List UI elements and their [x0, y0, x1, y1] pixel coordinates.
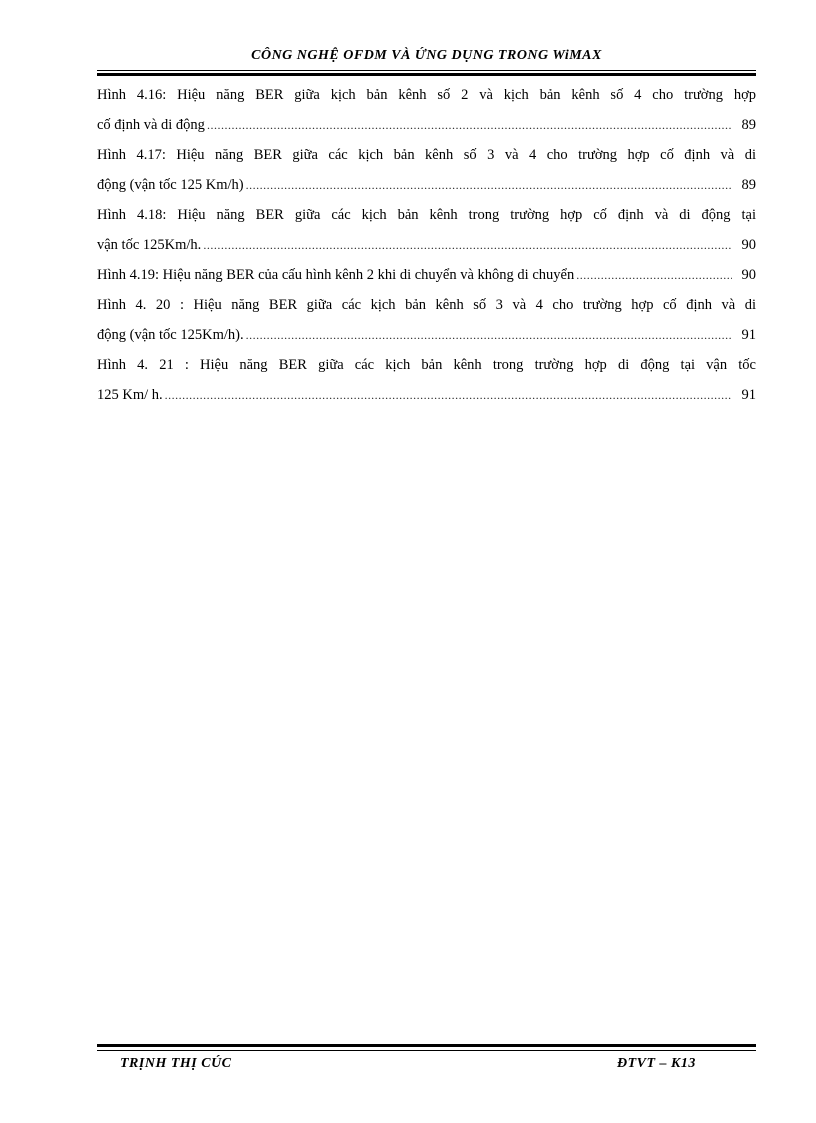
dot-leader	[203, 230, 732, 260]
figure-list	[97, 80, 756, 410]
footer-rule-thin	[97, 1050, 756, 1051]
entry-text-line: động (vận tốc 125Km/h).	[97, 327, 244, 343]
page-number: 90	[741, 237, 756, 253]
page-number: 91	[741, 327, 756, 343]
entry-text-line: Hình 4.17: Hiệu năng BER giữa các kịch bản kênh số 3 và 4 cho trường hợp cố định và di	[97, 147, 756, 163]
entry-text-line: Hình 4.19: Hiệu năng BER của cấu hình kênh 2 khi di chuyển và không di chuyển	[97, 267, 575, 283]
toc-entry-4-18[interactable]	[97, 200, 756, 260]
footer-rule-thick	[97, 1044, 756, 1047]
dot-leader	[246, 320, 732, 350]
toc-entry-4-21[interactable]	[97, 350, 756, 410]
page-header-title: CÔNG NGHỆ OFDM VÀ ỨNG DỤNG TRONG WiMAX	[251, 48, 602, 63]
entry-text-line: cố định và di động	[97, 117, 205, 133]
header-rule-thin	[97, 70, 756, 71]
entry-text-line: vận tốc 125Km/h.	[97, 237, 202, 253]
entry-text-line: động (vận tốc 125 Km/h)	[97, 177, 244, 193]
entry-text-line: Hình 4. 20 : Hiệu năng BER giữa các kịch bản kênh số 3 và 4 cho trường hợp cố định và di	[97, 297, 756, 313]
entry-text-line: Hình 4.18: Hiệu năng BER giữa các kịch bản kênh trong trường hợp cố định và di động tại	[97, 207, 756, 223]
header-rule-thick	[97, 73, 756, 76]
dot-leader	[207, 110, 732, 140]
entry-text-line: Hình 4. 21 : Hiệu năng BER giữa các kịch bản kênh trong trường hợp di động tại vận tốc	[97, 357, 756, 373]
toc-entry-4-17[interactable]	[97, 140, 756, 200]
dot-leader	[165, 380, 732, 410]
page-number: 89	[741, 177, 756, 193]
dot-leader	[246, 170, 732, 200]
page-number: 90	[741, 267, 756, 283]
page-number: 89	[741, 117, 756, 133]
toc-entry-4-19[interactable]	[97, 260, 756, 290]
entry-text-line: Hình 4.16: Hiệu năng BER giữa kịch bản kênh số 2 và kịch bản kênh số 4 cho trường hợp	[97, 87, 756, 103]
toc-entry-4-16[interactable]	[97, 80, 756, 140]
dot-leader	[576, 260, 732, 290]
entry-text-line: 125 Km/ h.	[97, 387, 163, 403]
footer-author: TRỊNH THỊ CÚC	[120, 1056, 232, 1071]
toc-entry-4-20[interactable]	[97, 290, 756, 350]
footer-class-code: ĐTVT – K13	[617, 1056, 696, 1071]
page-number: 91	[741, 387, 756, 403]
